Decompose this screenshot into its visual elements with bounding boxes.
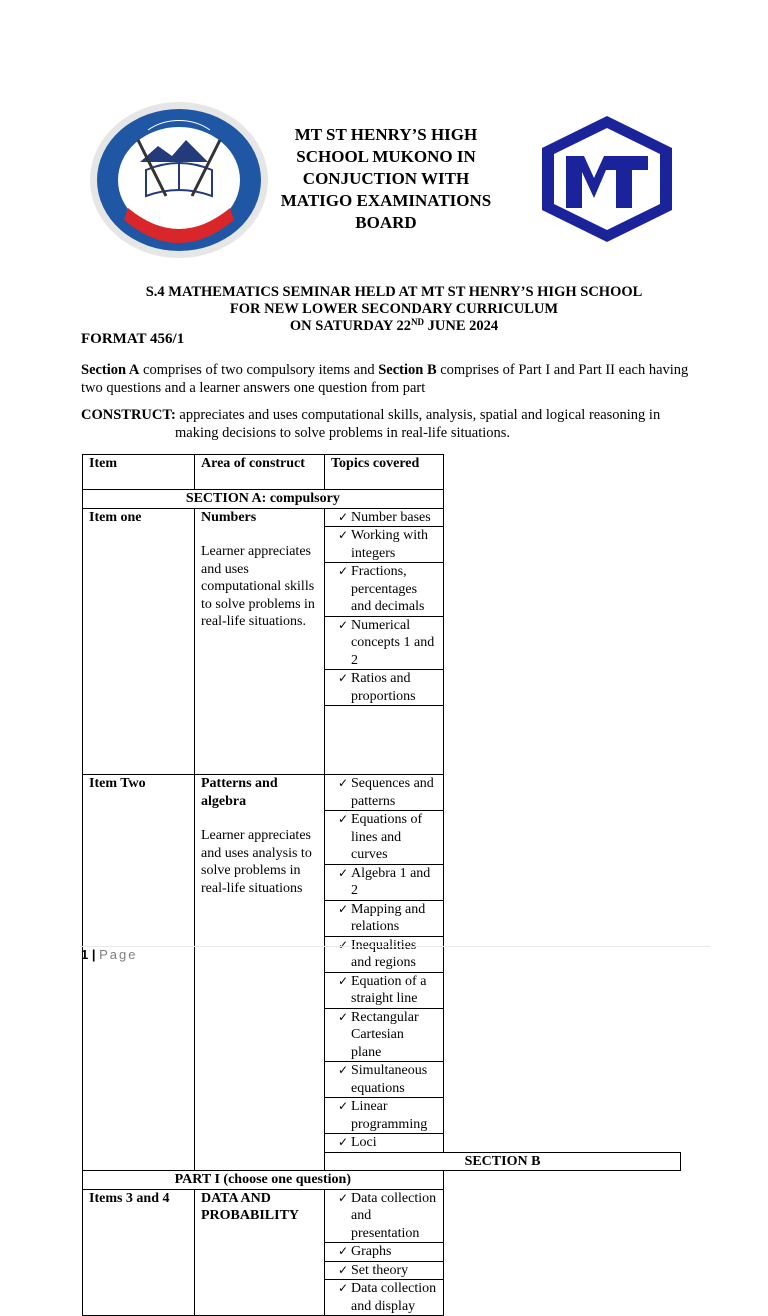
- page-label: Page: [99, 947, 138, 962]
- topic-item: ✓ Data collection and display: [325, 1280, 444, 1316]
- area-cell: [195, 1189, 325, 1316]
- check-icon: ✓: [338, 1244, 349, 1258]
- page-separator: |: [88, 947, 100, 962]
- check-icon: ✓: [338, 564, 349, 578]
- format-code: FORMAT 456/1: [81, 331, 185, 347]
- check-icon: ✓: [338, 1009, 349, 1024]
- check-icon: ✓: [338, 937, 349, 952]
- area-description: Learner appreciates and uses computational skills to solve problems in real-life situations.: [201, 544, 315, 629]
- topic-item: ✓ Fractions, percentages and decimals: [325, 563, 444, 617]
- topic-item: ✓ Set theory: [325, 1261, 444, 1280]
- area-cell: [195, 775, 325, 1171]
- footer-divider: [80, 946, 710, 947]
- sections-intro: [81, 361, 711, 397]
- topic-item: ✓ Algebra 1 and 2: [325, 864, 444, 900]
- area-title: DATA AND PROBABILITY: [201, 1190, 300, 1223]
- item-cell: Items 3 and 4: [83, 1189, 195, 1316]
- seminar-subheading: [80, 284, 708, 335]
- section-a-title: SECTION A: compulsory: [83, 490, 444, 509]
- subheading-line-1: S.4 MATHEMATICS SEMINAR HELD AT MT ST HENRY’S HIGH SCHOOL: [145, 284, 643, 300]
- area-title: Patterns and algebra: [201, 776, 278, 809]
- check-icon: ✓: [338, 776, 349, 790]
- topic-item: ✓ Ratios and proportions: [325, 670, 444, 706]
- part-1-row: [83, 1171, 681, 1190]
- topic-item: ✓ Equation of a straight line: [325, 972, 444, 1008]
- check-icon: ✓: [338, 1190, 349, 1205]
- item-cell: Item one: [83, 508, 195, 775]
- topic-item: ✓ Linear programming: [325, 1098, 444, 1134]
- check-icon: ✓: [338, 812, 349, 826]
- construct-label: CONSTRUCT:: [81, 407, 176, 423]
- area-cell: [195, 508, 325, 775]
- topic-item: ✓ Numerical concepts 1 and 2: [325, 616, 444, 670]
- check-icon: ✓: [338, 1262, 349, 1277]
- construct-line-2: making decisions to solve problems in real-life situations.: [175, 425, 511, 441]
- section-b-label: Section B: [378, 362, 437, 378]
- topic-item: ✓ Working with integers: [325, 527, 444, 563]
- check-icon: ✓: [338, 1063, 349, 1077]
- topic-item: ✓ Rectangular Cartesian plane: [325, 1008, 444, 1062]
- section-a-text: comprises of two compulsory items and: [139, 362, 379, 378]
- construct-paragraph: [81, 406, 711, 442]
- topic-blank: [325, 706, 444, 775]
- section-a-label: Section A: [81, 362, 140, 378]
- table-row: [83, 508, 681, 527]
- part-1-title: PART I (choose one question): [83, 1171, 444, 1190]
- header-title-line: BOARD: [355, 213, 417, 232]
- school-crest-logo: [88, 100, 270, 260]
- area-title: Numbers: [201, 509, 257, 525]
- header-title-line: MT ST HENRY’S HIGH: [294, 125, 478, 144]
- header-title-line: SCHOOL MUKONO IN: [296, 147, 476, 166]
- section-b-title: SECTION B: [325, 1152, 681, 1171]
- header-title-line: MATIGO EXAMINATIONS: [280, 191, 492, 210]
- table-row: [83, 775, 681, 811]
- subheading-date-sup: ND: [411, 317, 424, 327]
- check-icon: ✓: [338, 865, 349, 880]
- check-icon: ✓: [338, 901, 349, 916]
- topic-item: ✓ Loci: [325, 1134, 444, 1153]
- construct-line-1: appreciates and uses computational skills, analysis, spatial and logical reasoning in: [175, 407, 661, 423]
- topic-item: ✓ Equations of lines and curves: [325, 811, 444, 865]
- check-icon: ✓: [338, 671, 349, 685]
- check-icon: ✓: [338, 528, 349, 542]
- table-row: [83, 1189, 681, 1243]
- topic-item: ✓ Inequalities and regions: [325, 936, 444, 972]
- page-number: 1: [81, 947, 89, 962]
- topic-item: ✓ Simultaneous equations: [325, 1062, 444, 1098]
- table-header-row: [83, 455, 681, 490]
- subheading-date-pre: ON SATURDAY 22: [289, 318, 411, 334]
- area-description: Learner appreciates and uses analysis to solve problems in real-life situations: [201, 828, 312, 896]
- syllabus-table: [82, 454, 681, 1316]
- subheading-line-2: FOR NEW LOWER SECONDARY CURRICULUM: [229, 301, 559, 317]
- topic-item: ✓ Sequences and patterns: [325, 775, 444, 811]
- check-icon: ✓: [338, 509, 349, 524]
- check-icon: ✓: [338, 617, 349, 632]
- header-title-line: CONJUCTION WITH: [302, 169, 470, 188]
- header-title: [268, 124, 504, 234]
- section-b-text: comprises of Part I and Part II each having two questions and a learner answers one question from part: [81, 362, 689, 396]
- header-area: Area of construct: [195, 455, 325, 490]
- item-cell: Item Two: [83, 775, 195, 1171]
- header-item: Item: [83, 455, 195, 490]
- check-icon: ✓: [338, 973, 349, 988]
- topic-item: ✓ Graphs: [325, 1243, 444, 1262]
- subheading-date-post: JUNE 2024: [424, 318, 499, 334]
- header-topics: Topics covered: [325, 455, 444, 490]
- page-footer: [81, 947, 137, 962]
- topic-item: ✓ Number bases: [325, 508, 444, 527]
- matigo-mt-logo: [536, 112, 678, 246]
- check-icon: ✓: [338, 1281, 349, 1295]
- topic-item: ✓ Mapping and relations: [325, 900, 444, 936]
- check-icon: ✓: [338, 1099, 349, 1113]
- check-icon: ✓: [338, 1135, 349, 1149]
- section-a-row: [83, 490, 681, 509]
- topic-item: ✓ Data collection and presentation: [325, 1189, 444, 1243]
